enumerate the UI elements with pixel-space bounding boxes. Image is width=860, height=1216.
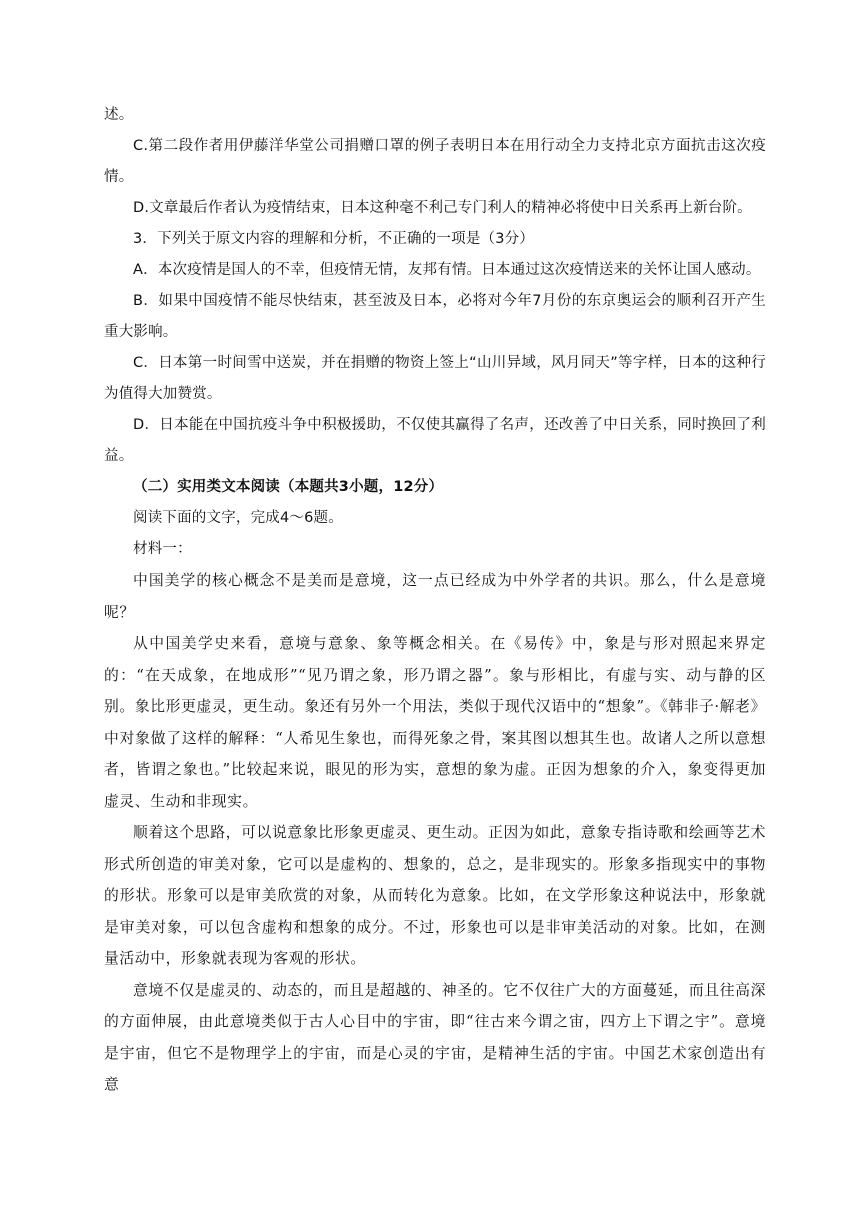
page-content (104, 104, 766, 1101)
option-c-q2: C.第二段作者用伊藤洋华堂公司捐赠口罩的例子表明日本在用行动全力支持北京方面抗击这次疫情。 (104, 138, 766, 185)
material-label: 材料一： (133, 541, 192, 557)
option-a-q3: A．本次疫情是国人的不幸，但疫情无情，友邦有情。日本通过这次疫情送来的关怀让国人感动。 (133, 262, 761, 278)
passage-paragraph-2: 从中国美学史来看，意境与意象、象等概念相关。在《易传》中，象是与形对照起来界定的：“在天成象，在地成形”“见乃谓之象，形乃谓之器”。象与形相比，有虚与实、动与静的区别。象比形更虚灵，更生动。象还有另外一个用法，类似于现代汉语中的“想象”。《韩非子·解老》中对象做了这样的解释：“人希见生象也，而得死象之骨，案其图以想其生也。故诸人之所以意想者，皆谓之象也。”比较起来说，眼见的形为实，意想的象为虚。正因为想象的介入，象变得更加虚灵、生动和非现实。 (104, 635, 766, 810)
option-d-q3: D．日本能在中国抗疫斗争中积极援助，不仅使其赢得了名声，还改善了中日关系，同时换回了利益。 (104, 417, 766, 464)
option-b-q3: B．如果中国疫情不能尽快结束，甚至波及日本，必将对今年7月份的东京奥运会的顺利召开产生重大影响。 (104, 293, 766, 340)
passage-paragraph-1: 中国美学的核心概念不是美而是意境，这一点已经成为中外学者的共识。那么，什么是意境呢？ (104, 572, 766, 621)
option-c-q3: C．日本第一时间雪中送炭，并在捐赠的物资上签上“山川异域，风月同天”等字样，日本的这种行为值得大加赞赏。 (104, 355, 766, 402)
option-d-q2: D.文章最后作者认为疫情结束，日本这种毫不利己专门利人的精神必将使中日关系再上新台阶。 (133, 200, 752, 216)
paragraph-continuation: 述。 (104, 107, 134, 123)
section-heading: （二）实用类文本阅读（本题共3小题，12分） (133, 479, 444, 495)
question-3-stem: 3．下列关于原文内容的理解和分析，不正确的一项是（3分） (133, 231, 535, 247)
reading-instruction: 阅读下面的文字，完成4～6题。 (133, 510, 343, 526)
passage-paragraph-3: 顺着这个思路，可以说意象比形象更虚灵、更生动。正因为如此，意象专指诗歌和绘画等艺术形式所创造的审美对象，它可以是虚构的、想象的，总之，是非现实的。形象多指现实中的事物的形状。形象可以是审美欣赏的对象，从而转化为意象。比如，在文学形象这种说法中，形象就是审美对象，可以包含虚构和想象的成分。不过，形象也可以是非审美活动的对象。比如，在测量活动中，形象就表现为客观的形状。 (104, 824, 766, 967)
passage-paragraph-4: 意境不仅是虚灵的、动态的，而且是超越的、神圣的。它不仅往广大的方面蔓延，而且往高深的方面伸展，由此意境类似于古人心目中的宇宙，即“往古来今谓之宙，四方上下谓之宇”。意境是宇宙，但它不是物理学上的宇宙，而是心灵的宇宙，是精神生活的宇宙。中国艺术家创造出有意 (104, 981, 766, 1093)
